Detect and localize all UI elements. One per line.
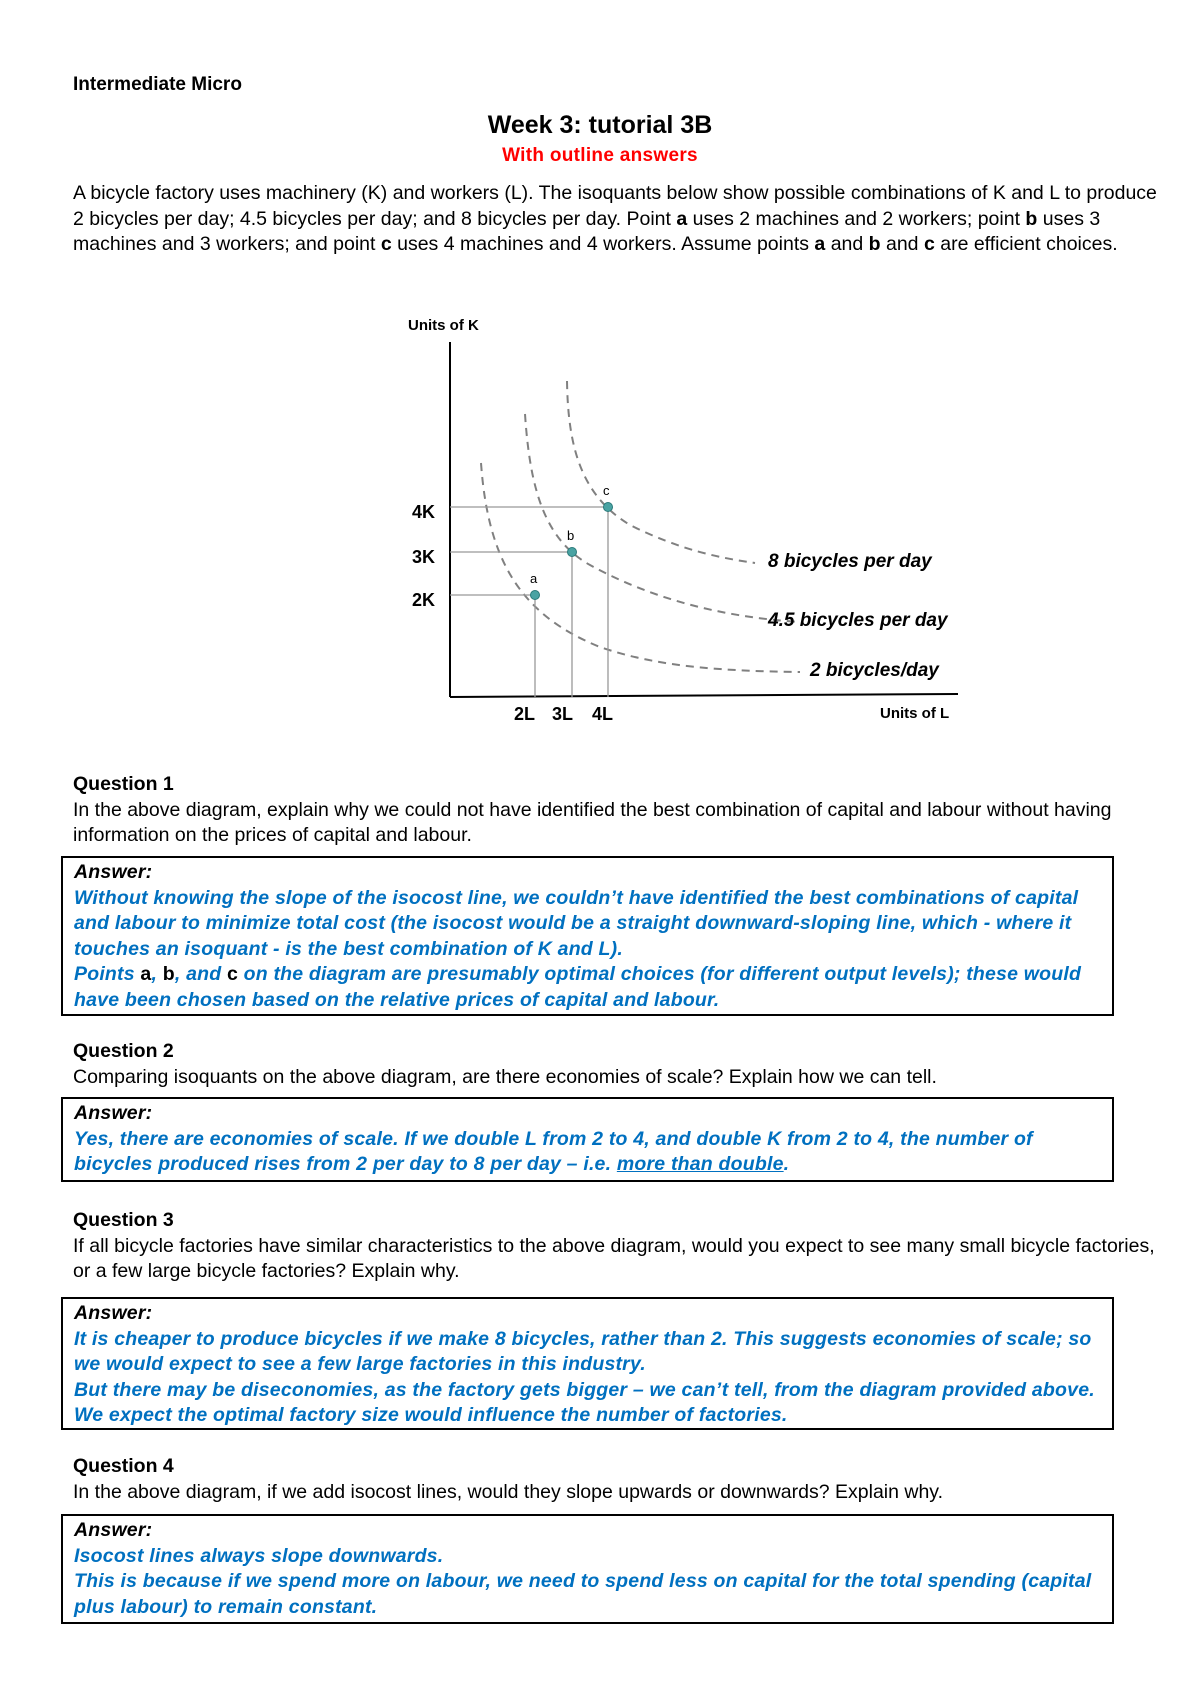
answer-box-3 — [61, 1297, 1114, 1430]
answer-text: Without knowing the slope of the isocost line, we couldn’t have identified the best combinations of capital and labour to minimize total cost (the isocost would be a straight downward-sloping line, which - where it touches an isoquant - is the best combination of K and L). — [74, 886, 1079, 960]
chart-layer — [408, 317, 958, 724]
answer-fragment: Points — [74, 963, 141, 985]
course-name: Intermediate Micro — [73, 74, 242, 95]
intro-text: and — [880, 233, 924, 255]
isoquant-curve — [481, 463, 800, 672]
question-heading: Question 3 — [73, 1209, 174, 1231]
answer-text — [74, 962, 1112, 1013]
answer-fragment: , and — [174, 963, 227, 985]
point-a-ref: a — [814, 233, 826, 255]
intro-text: uses 3 machines and 3 workers; and point — [73, 207, 1101, 255]
point-a-ref: a — [140, 963, 152, 985]
x-tick-label: 3L — [552, 704, 574, 724]
question-text: In the above diagram, explain why we could not have identified the best combination of capital and labour without having information on the prices of capital and labour. — [73, 798, 1112, 846]
y-tick-label: 3K — [412, 547, 436, 567]
y-tick-label: 2K — [412, 590, 436, 610]
data-point — [604, 503, 613, 512]
intro-text: A bicycle factory uses machinery (K) and workers (L). The isoquants below show possible combinations of K and L to produce 2 bicycles per day; 4.5 bicycles per day; and 8 bicycles per day. Point — [73, 182, 1157, 230]
point-b-ref: b — [868, 233, 881, 255]
answer-text: It is cheaper to produce bicycles if we make 8 bicycles, rather than 2. This suggests economies of scale; so we would expect to see a few large factories in this industry. — [74, 1327, 1092, 1375]
intro-text: uses 4 machines and 4 workers. Assume points — [391, 233, 815, 255]
answer-text: But there may be diseconomies, as the factory gets bigger – we can’t tell, from the diagram provided above. We expect the optimal factory size would influence the number of factories. — [74, 1378, 1095, 1426]
question-1 — [73, 772, 1163, 849]
data-point — [568, 548, 577, 557]
point-b-ref: b — [1025, 207, 1038, 230]
point-b-ref: b — [162, 963, 175, 985]
data-point — [531, 591, 540, 600]
x-axis-label: Units of L — [880, 705, 950, 722]
isoquant-chart — [0, 0, 1200, 760]
data-point-label: a — [530, 571, 538, 586]
answer-label: Answer: — [74, 1102, 153, 1124]
answer-fragment: Yes, there are economies of scale. If we double L from 2 to 4, and double K from 2 to 4, the number of bicycles produced rises from 2 per day to 8 per day – i.e. — [74, 1127, 1033, 1175]
question-heading: Question 4 — [73, 1455, 174, 1477]
answer-box-2 — [61, 1097, 1114, 1182]
answer-label: Answer: — [74, 1302, 153, 1324]
x-axis — [450, 694, 958, 697]
isoquant-label: 4.5 bicycles per day — [768, 610, 948, 631]
question-text: If all bicycle factories have similar characteristics to the above diagram, would you expect to see many small bicycle factories, or a few large bicycle factories? Explain why. — [73, 1234, 1155, 1282]
answer-fragment: on the diagram are presumably optimal choices (for different output levels); these would have been chosen based on the relative prices of capital and labour. — [74, 963, 1082, 1011]
answer-label: Answer: — [74, 1519, 153, 1541]
answer-box-1 — [61, 856, 1114, 1016]
answer-text: This is because if we spend more on labour, we need to spend less on capital for the total spending (capital plus labour) to remain constant. — [74, 1570, 1092, 1618]
y-axis-label: Units of K — [408, 317, 479, 334]
x-tick-label: 2L — [514, 704, 536, 724]
answer-box-4 — [61, 1514, 1114, 1624]
intro-text: and — [825, 233, 869, 255]
question-heading: Question 2 — [73, 1040, 174, 1062]
answer-text: Isocost lines always slope downwards. — [74, 1544, 444, 1567]
isoquant-curve — [567, 381, 755, 563]
page-title: Week 3: tutorial 3B — [487, 111, 713, 139]
question-text: Comparing isoquants on the above diagram, are there economies of scale? Explain how we can tell. — [73, 1065, 937, 1088]
answer-text — [74, 1127, 1112, 1178]
x-tick-label: 4L — [592, 704, 614, 724]
isoquant-label: 8 bicycles per day — [768, 551, 932, 572]
y-tick-label: 4K — [412, 502, 436, 522]
answer-fragment: , — [151, 963, 163, 985]
question-2 — [73, 1039, 1163, 1090]
answer-underlined: more than double — [616, 1153, 784, 1175]
answer-fragment: . — [783, 1153, 790, 1175]
question-4 — [73, 1454, 1163, 1505]
intro-text: uses 2 machines and 2 workers; point — [687, 207, 1026, 230]
point-a-ref: a — [676, 207, 688, 230]
question-text: In the above diagram, if we add isocost lines, would they slope upwards or downwards? Explain why. — [73, 1480, 944, 1503]
answer-label: Answer: — [74, 861, 153, 883]
data-point-label: b — [567, 528, 575, 543]
intro-text: are efficient choices. — [934, 233, 1118, 255]
isoquant-curve — [525, 414, 800, 622]
point-c-ref: c — [380, 233, 392, 255]
point-c-ref: c — [923, 233, 935, 255]
isoquant-label: 2 bicycles/day — [810, 660, 939, 681]
page-subtitle: With outline answers — [502, 145, 698, 166]
point-c-ref: c — [226, 963, 238, 985]
question-heading: Question 1 — [73, 773, 174, 795]
question-3 — [73, 1208, 1163, 1285]
data-point-label: c — [603, 483, 610, 498]
